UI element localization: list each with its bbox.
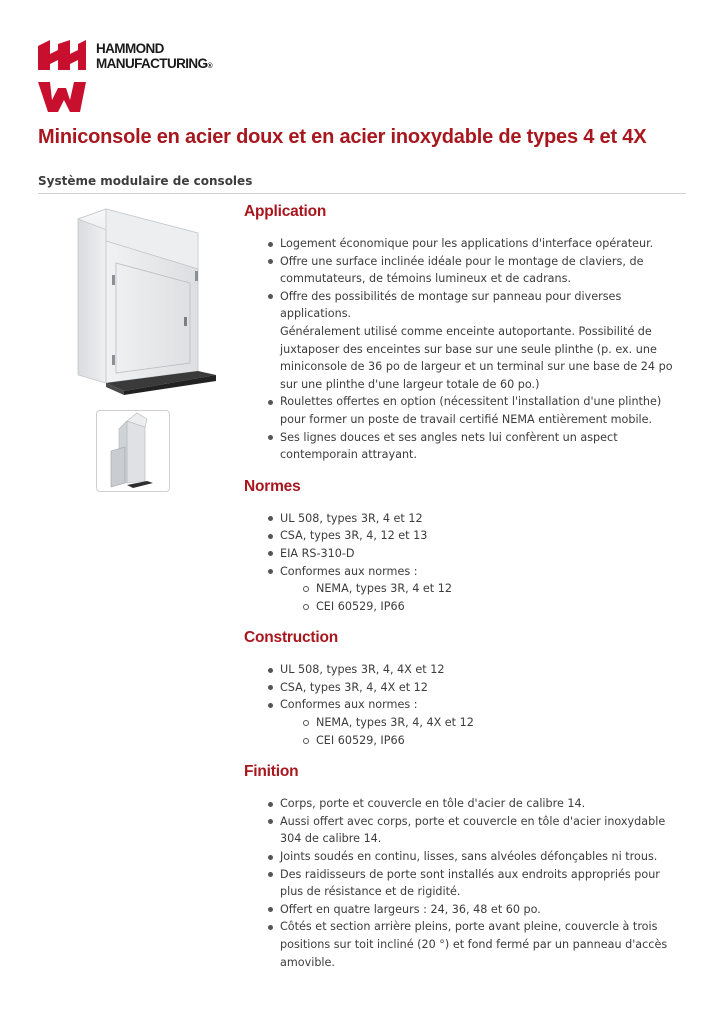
application-list [244,235,686,464]
list-item: Côtés et section arrière pleins, porte avant pleine, couvercle à trois positions sur toit incliné (20 °) et fond fermé par un panneau d'accès amovible. [244,918,686,971]
section-heading-normes: Normes [244,477,301,495]
section-application [244,201,686,464]
list-item: CSA, types 3R, 4, 4X et 12 [244,679,686,697]
list-item-text: Conformes aux normes : [280,698,418,712]
list-item: Offert en quatre largeurs : 24, 36, 48 et 60 po. [244,901,686,919]
section-construction [244,627,686,749]
list-item: EIA RS-310-D [244,545,686,563]
section-heading-finition: Finition [244,763,299,781]
hammond-logo [38,40,228,112]
page-subtitle: Système modulaire de consoles [38,174,253,188]
sub-list-item: NEMA, types 3R, 4 et 12 [244,580,686,598]
list-item [244,288,686,394]
list-item-extra-text: Généralement utilisé comme enceinte autoportante. Possibilité de juxtaposer des enceintes sur base sur une seule plinthe (p. ex. une miniconsole de 36 po de largeur et un terminal sur une base de 24 po sur une plinthe d'une largeur totale de 60 po.) [280,324,673,391]
list-item: Roulettes offertes en option (nécessitent l'installation d'une plinthe) pour former un poste de travail certifié NEMA entièrement mobile. [244,393,686,428]
normes-list [244,510,686,616]
sub-list-item: CEI 60529, IP66 [244,732,686,750]
normes-sub-list [244,580,686,615]
brand-wordmark [96,41,212,74]
brand-line-1: HAMMOND [96,41,164,56]
list-item: CSA, types 3R, 4, 12 et 13 [244,527,686,545]
sub-list-item: CEI 60529, IP66 [244,598,686,616]
section-heading-application: Application [244,203,327,220]
finition-list [244,795,686,971]
list-item-text: Conformes aux normes : [280,564,418,578]
section-normes [244,476,686,616]
list-item [244,563,686,616]
hammond-logo-mark-icon [38,40,88,112]
section-heading-construction: Construction [244,629,339,647]
page-title: Miniconsole en acier doux et en acier inoxydable de types 4 et 4X [38,126,647,148]
list-item-text: Offre des possibilités de montage sur panneau pour diverses applications. [280,289,622,321]
brand-line-2: MANUFACTURING [96,56,208,71]
list-item: Ses lignes douces et ses angles nets lui confèrent un aspect contemporain attrayant. [244,429,686,464]
construction-sub-list [244,714,686,749]
list-item: Des raidisseurs de porte sont installés aux endroits appropriés pour plus de résistance et de rigidité. [244,866,686,901]
content-column [244,201,686,983]
section-finition [244,761,686,971]
registered-mark: ® [207,63,213,70]
list-item: Logement économique pour les applications d'interface opérateur. [244,235,686,253]
list-item: Offre une surface inclinée idéale pour le montage de claviers, de commutateurs, de témoins lumineux et de cadrans. [244,253,686,288]
list-item: Joints soudés en continu, lisses, sans alvéoles défonçables ni trous. [244,848,686,866]
list-item: Aussi offert avec corps, porte et couvercle en tôle d'acier inoxydable 304 de calibre 14. [244,813,686,848]
product-thumbnail-image[interactable] [96,410,170,492]
title-divider [38,193,686,194]
sub-list-item: NEMA, types 3R, 4, 4X et 12 [244,714,686,732]
list-item: UL 508, types 3R, 4 et 12 [244,510,686,528]
list-item: Corps, porte et couvercle en tôle d'acier de calibre 14. [244,795,686,813]
construction-list [244,661,686,749]
product-main-image [66,205,216,395]
list-item: UL 508, types 3R, 4, 4X et 12 [244,661,686,679]
list-item [244,696,686,749]
